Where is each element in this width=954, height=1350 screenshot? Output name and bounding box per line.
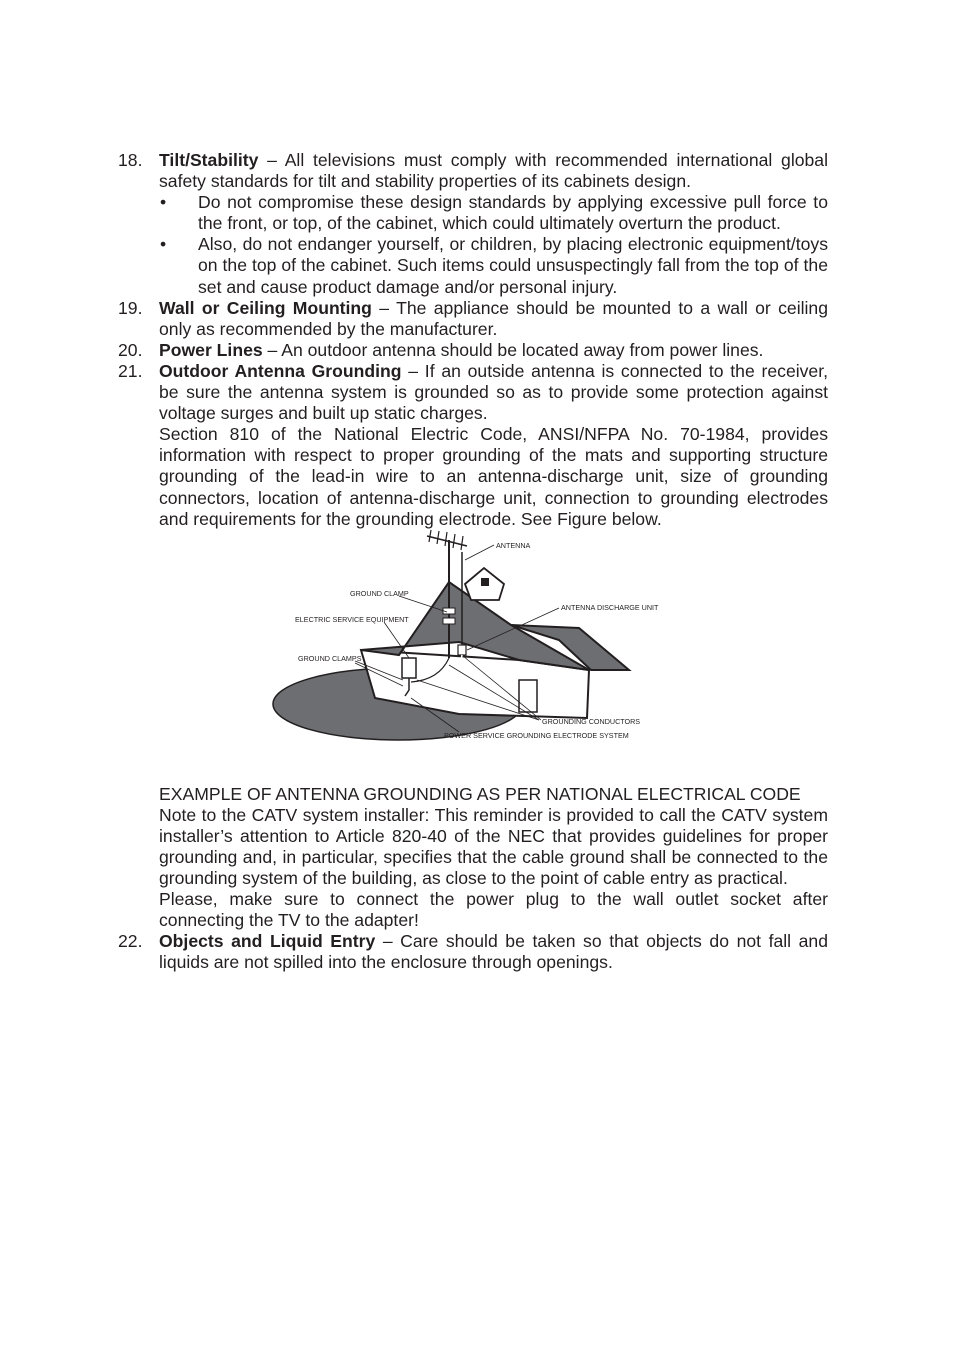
- item-title: Tilt/Stability: [159, 150, 259, 170]
- item-number: 19.: [118, 297, 143, 318]
- dormer-window: [481, 578, 489, 586]
- figure-caption: EXAMPLE OF ANTENNA GROUNDING AS PER NATIONAL ELECTRICAL CODE: [159, 783, 801, 804]
- item-text: – If an outside antenna is connected to the receiver, be sure the antenna system is grounded so as to provide some protection against voltage surges and built up static charges.: [159, 360, 828, 424]
- label-antenna-discharge-unit: ANTENNA DISCHARGE UNIT: [561, 602, 659, 612]
- label-electric-service-equipment: ELECTRIC SERVICE EQUIPMENT: [295, 614, 409, 624]
- item-title: Wall or Ceiling Mounting: [159, 297, 372, 318]
- item-20: [118, 340, 828, 361]
- item-19: [118, 298, 828, 340]
- item-paragraph: [159, 298, 828, 340]
- item-number: 22.: [118, 931, 143, 952]
- item-paragraph: [159, 150, 828, 192]
- item-paragraph: [159, 361, 828, 424]
- item-paragraph: [159, 340, 828, 361]
- bullet-list: [159, 192, 828, 297]
- bullet-text: Also, do not endanger yourself, or children, by placing electronic equipment/toys on the top of the cabinet. Such items could unsuspectingly fall from the top of the set and cause product damage and/or personal injury.: [198, 234, 828, 297]
- item-text: – The appliance should be mounted to a wall or ceiling only as recommended by the manufacturer.: [159, 297, 829, 339]
- item-text: – Care should be taken so that objects do not fall and liquids are not spilled into the enclosure through openings.: [159, 931, 829, 973]
- catv-note: Note to the CATV system installer: This reminder is provided to call the CATV system installer’s attention to Article 820-40 of the NEC that provides guidelines for proper grounding and, in particular, specifies that the cable ground shall be connected to the grounding system of the building, as close to the point of cable entry as practical.: [159, 804, 828, 889]
- item-title: Outdoor Antenna Grounding: [159, 360, 402, 381]
- discharge-unit: [458, 645, 466, 655]
- antenna-grounding-figure: [159, 530, 828, 784]
- item-21: [118, 361, 828, 931]
- item-18: [118, 150, 828, 298]
- label-antenna: ANTENNA: [496, 540, 531, 550]
- bullet-text: Do not compromise these design standards by applying excessive pull force to the front, or top, of the cabinet, which could ultimately overturn the product.: [198, 192, 828, 234]
- label-ground-clamp: GROUND CLAMP: [350, 588, 409, 598]
- label-grounding-conductors: GROUNDING CONDUCTORS: [542, 716, 641, 726]
- antenna-grounding-diagram: [159, 530, 828, 784]
- antenna-boom: [427, 536, 467, 546]
- nec-section-paragraph: Section 810 of the National Electric Code, ANSI/NFPA No. 70-1984, provides information with respect to proper grounding of the mats and supporting structure grounding of the lead-in wire to an antenna-discharge unit, size of grounding connectors, location of antenna-discharge unit, connection to grounding electrodes and requirements for the grounding electrode. See Figure below.: [159, 424, 828, 529]
- item-title: Power Lines: [159, 339, 263, 360]
- item-number: 18.: [118, 150, 143, 170]
- item-number: 21.: [118, 360, 143, 381]
- item-number: 20.: [118, 339, 143, 360]
- item-text: – All televisions must comply with recommended international global safety standards for tilt and stability properties of its cabinets design.: [159, 150, 828, 192]
- item-title: Objects and Liquid Entry: [159, 931, 376, 952]
- bullet-item: [159, 234, 828, 297]
- label-power-service-grounding: POWER SERVICE GROUNDING ELECTRODE SYSTEM: [444, 730, 629, 740]
- safety-instructions: [118, 150, 828, 974]
- service-box: [402, 658, 416, 678]
- bullet-dot-icon: •: [160, 234, 167, 255]
- bullet-dot-icon: •: [160, 192, 167, 213]
- power-plug-reminder: Please, make sure to connect the power plug to the wall outlet socket after connecting the TV to the adapter!: [159, 889, 828, 931]
- item-22: [118, 931, 828, 973]
- item-paragraph: [159, 931, 828, 973]
- bullet-item: [159, 192, 828, 234]
- item-text: – An outdoor antenna should be located away from power lines.: [262, 339, 764, 360]
- house-door: [519, 680, 537, 712]
- label-ground-clamps: GROUND CLAMPS: [298, 653, 362, 663]
